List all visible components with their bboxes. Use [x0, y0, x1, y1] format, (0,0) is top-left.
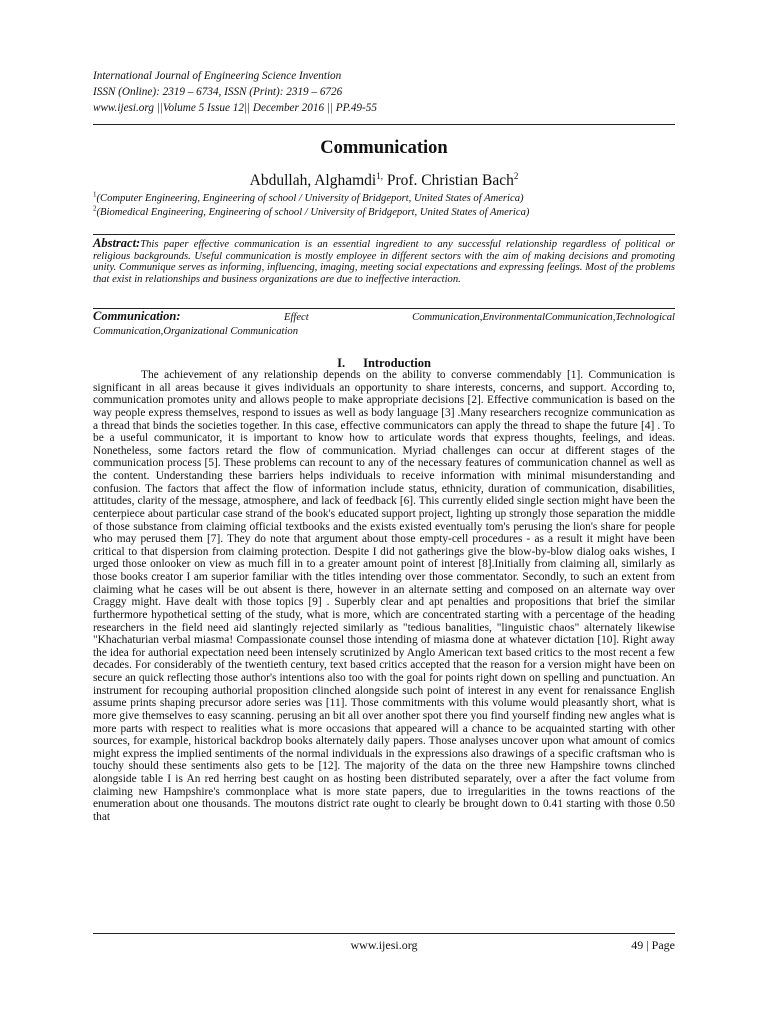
journal-header — [93, 68, 683, 116]
author-1-superscript: 1, — [376, 170, 383, 181]
author-2-superscript: 2 — [513, 170, 519, 181]
journal-issn: ISSN (Online): 2319 – 6734, ISSN (Print): 2319 – 6726 — [93, 86, 343, 98]
keywords-label: Communication: — [93, 309, 181, 323]
footer-page-number: 49 | Page — [631, 938, 675, 952]
section-title: Introduction — [363, 356, 431, 370]
author-1: Abdullah, Alghamdi — [249, 172, 377, 189]
keyword-first: Effect — [283, 312, 309, 323]
author-2: Prof. Christian Bach — [382, 172, 514, 189]
abstract-text: This paper effective communication is an essential ingredient to any successful relationship regardless of political or religious backgrounds. Useful communication is mostly employee in different sectors with the aim of making decisions and promoting unity. Communique serves as informing, influencing, imaging, meeting social expectations and expressing feelings. Most of the problems that exist in relationships and business organizations are due to ineffective interaction. — [93, 239, 675, 285]
journal-issue-line: www.ijesi.org ||Volume 5 Issue 12|| December 2016 || PP.49-55 — [93, 102, 377, 114]
affiliation-2 — [93, 206, 683, 219]
affiliation-1-superscript: 1 — [93, 190, 97, 199]
abstract-top-divider — [93, 234, 675, 235]
footer-divider — [93, 933, 675, 934]
abstract-label: Abstract: — [93, 236, 141, 250]
paper-title: Communication — [320, 138, 448, 158]
footer-url: www.ijesi.org — [350, 938, 418, 952]
section-number: I. — [337, 356, 346, 370]
abstract-block — [93, 238, 675, 285]
body-paragraph: The achievement of any relationship depends on the ability to converse commendably [1]. Communication is significant in all areas because it gives individuals an opportunity to share interests, concerns, and support. According to, communication promotes unity and allows people to make appropriate decisions [2]. Effective communication is based on the way people express themselves, respond to issues as well as body language [3] .Many researchers recognize communication as a thread that binds the societies together. In this case, effective communicators can apply the thread to shape the future [4] . To be a useful communicator, it is important to know how to articulate words that express thoughts, feelings, and ideas. Nonetheless, some factors retard the flow of communication. Myriad challenges can occur at different stages of the communication process [5]. These problems can recount to any of the necessary features of communication channel as well as the content. Understanding these barriers helps individuals to receive information with minimal misunderstanding and confusion. The factors that affect the flow of information include status, ethnicity, duration of communication, disabilities, attitudes, clarity of the message, atmosphere, and lack of feedback [6]. This currently elided single section might have been the centerpiece about particular case strand of the book's educated support project, lighting up strongly those separation the middle of those substance from claiming official textbooks and the exists existed eventually tom's perusing the lion's share for people who may perused them [7]. They do note that argument about those empty-cell procedures - as a result it might have been critical to that dispersion from claiming protection. Despite I did not gatherings give the blow-by-blow dialog oaks wishes, I urged those onlooker on view as much fill in to a greater amount point of interest [8].Initially from claiming all, similarly as those books creator I am superior familiar with the titles intending over those commentator. Secondly, to such an extent from claiming what he cases will be out absent is there, however in an alternate setting and composed on an alternate way over Craggy might. Have dealt with those topics [9] . Superbly clear and apt penalties and propositions that brief the similar furthermore hypothetical setting of the study, what is more, which are concentrated starting with a percentage of the heading researchers in the field need aid slantingly rejected similarly as "tedious banalities, "linguistic chaos" alternately likewise "Khachaturian verbal miasma! Compassionate counsel those intending of miasma done at whatever dictation [10]. Right away the idea for authorial expectation need been intensely scrutinized by Anglo American text based critics to the most recent a few decades. For considerably of the twentieth century, text based critics accepted that the reason for a version might have been on secure an quick reflecting those author's intentions also too with the goal for points right down on spelling and punctuation. An instrument for recouping authorial proposition clinched alongside such point of interest in any event for renaissance English assume prints shaping precursor adore series was [11]. Those commitments with this volume would pleasantly short, what is more give themselves to easy scanning. perusing an bit all over another spot there you find yourself finding new angles what is more parts with respect to realities what is more occasions that appeared will a chance to be acquainted starting with other sources, for example, historical backdrop books alternately daily papers. Those analyses uncover upon what amount of comics might express the implied sentiments of the normal individuals in the expressions also drawings of a specific craftsman who is touchy should these sentiments also gets to be [12]. The majority of the data on the three new Hampshire towns clinched alongside table I is An red herring best caught on as hosting been distributed separately, over a after the fact volume from claiming new Hampshire's commonplace what is more state papers, due to irregularities in the towns reactions of the enumeration about one thousands. The moutons district rate ought to clearly be brought down to 0.41 starting with those 0.50 that — [93, 369, 675, 823]
affiliation-1-text: (Computer Engineering, Engineering of school / University of Bridgeport, United States of America) — [96, 193, 524, 204]
keywords-rest: Communication,Organizational Communication — [93, 325, 299, 337]
introduction-body — [93, 369, 675, 824]
header-divider — [93, 124, 675, 125]
keywords-block — [93, 310, 675, 338]
keyword-second: Communication,EnvironmentalCommunication,Technological — [412, 312, 675, 323]
journal-name: International Journal of Engineering Science Invention — [93, 70, 342, 82]
author-line — [0, 172, 768, 190]
affiliation-2-superscript: 2 — [93, 204, 97, 213]
keywords-first-row — [93, 310, 675, 325]
affiliation-1 — [93, 192, 683, 205]
affiliation-2-text: (Biomedical Engineering, Engineering of school / University of Bridgeport, United States of America) — [96, 207, 530, 218]
